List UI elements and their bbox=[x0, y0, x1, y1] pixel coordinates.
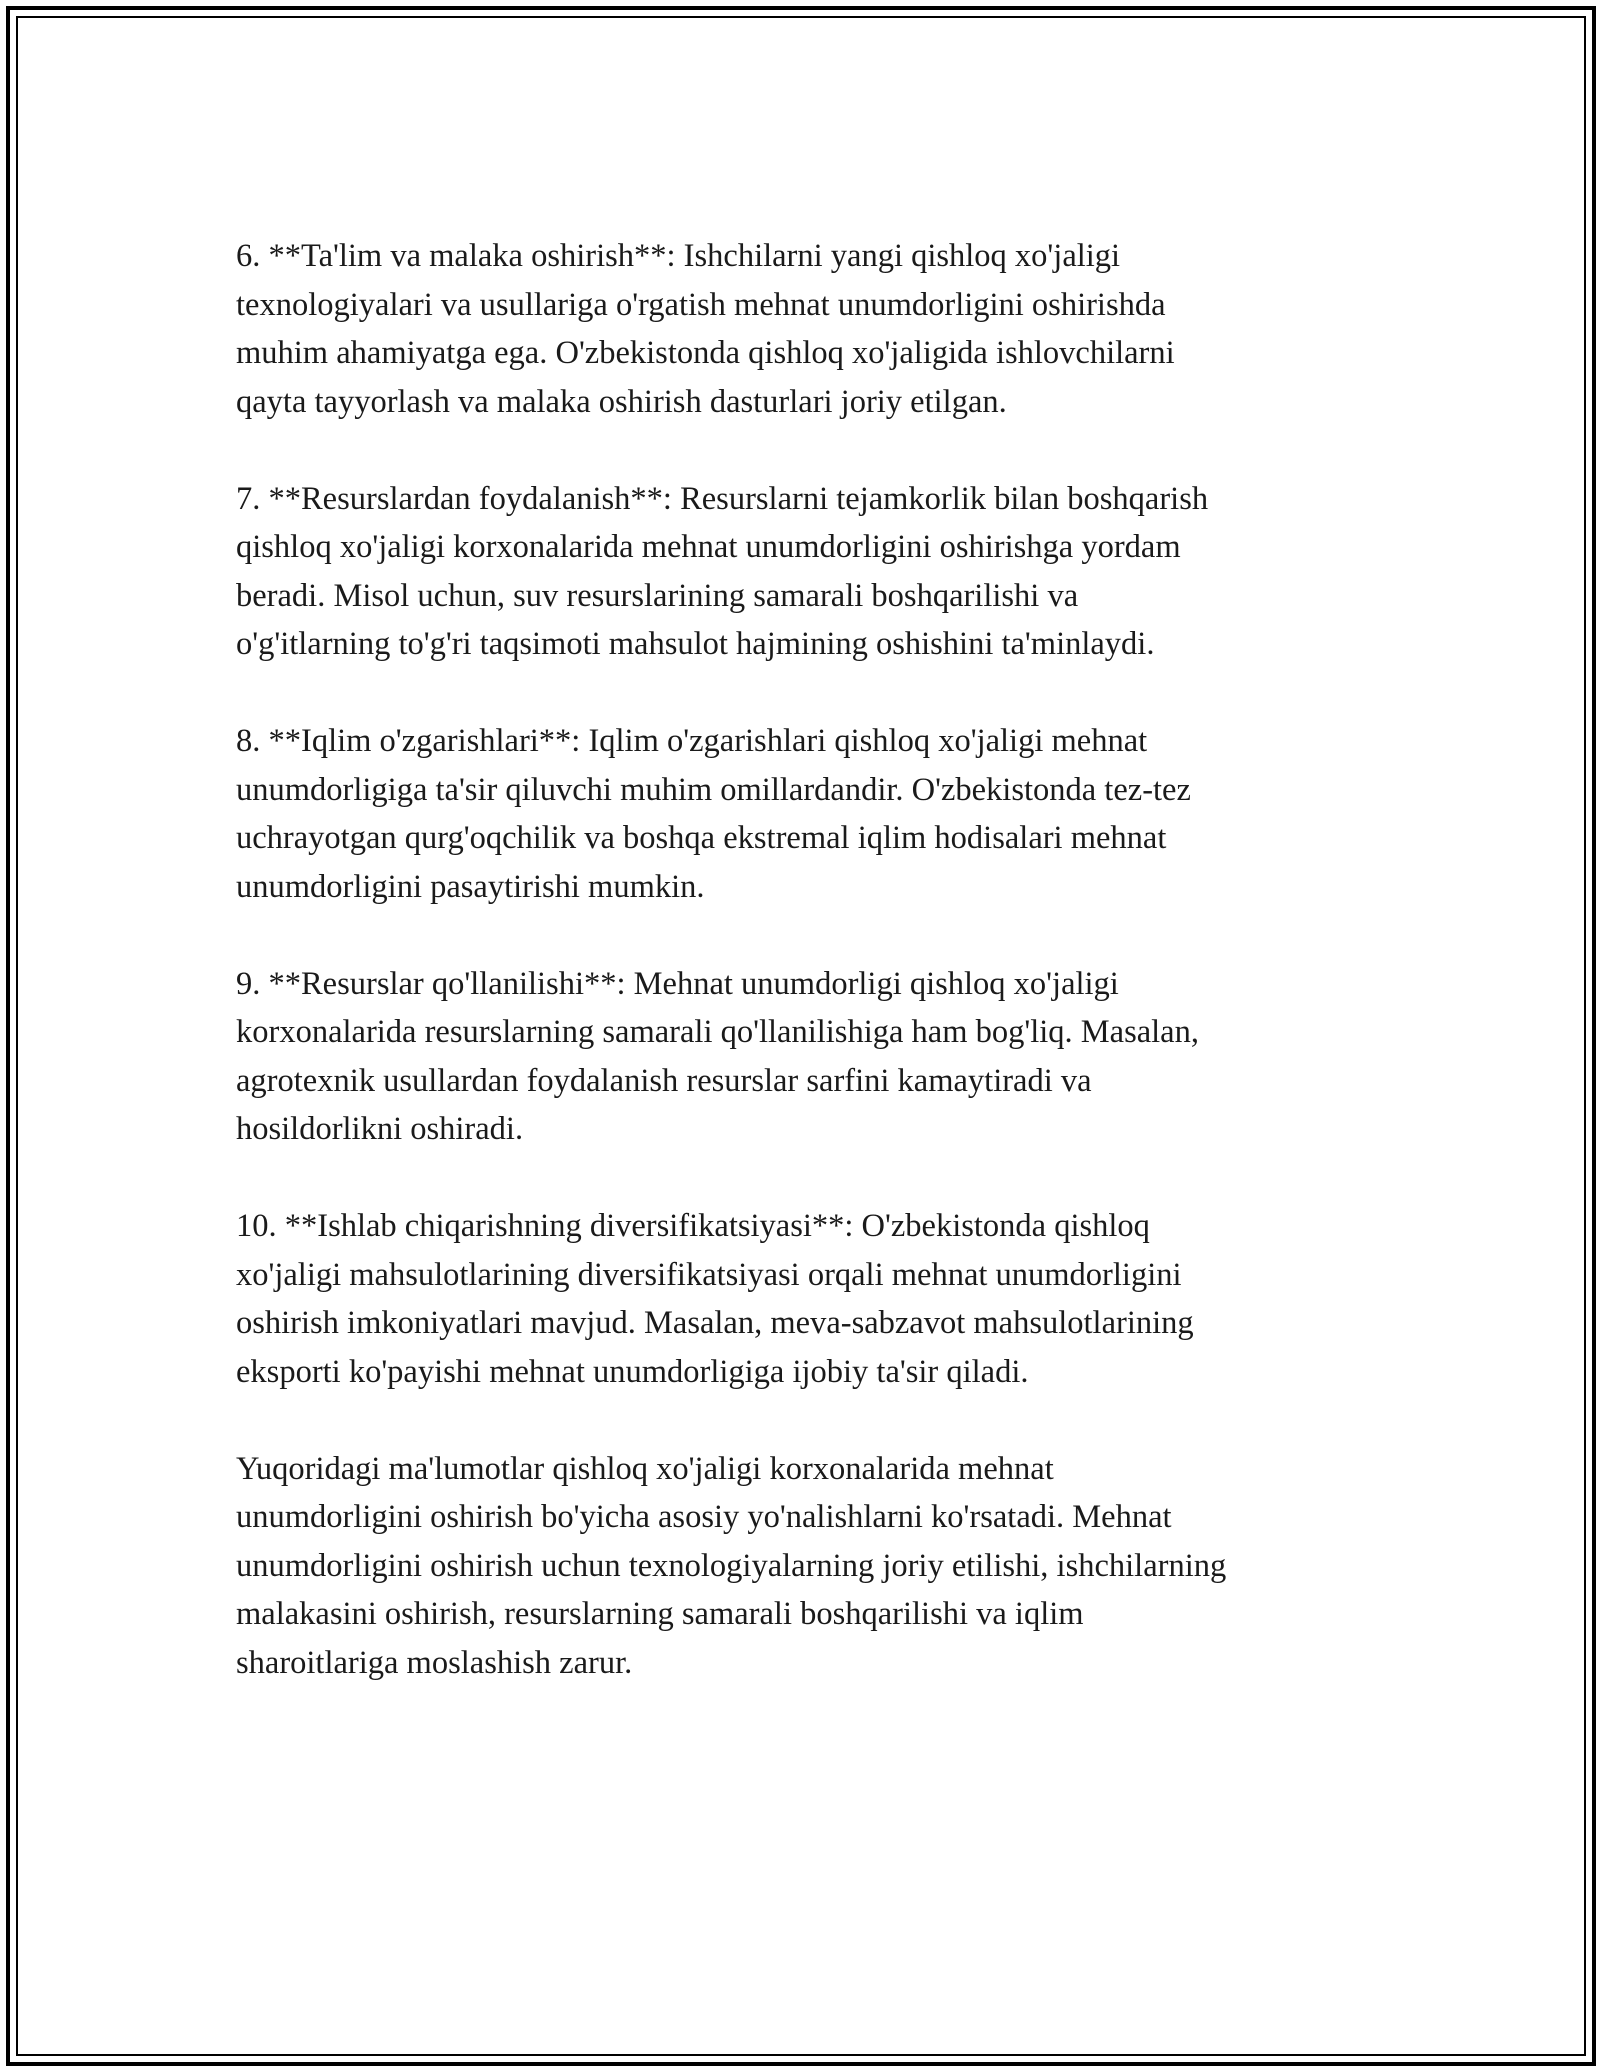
paragraph-item-6: 6. **Ta'lim va malaka oshirish**: Ishchilarni yangi qishloq xo'jaligi texnologiyalari va usullariga o'rgatish mehnat unumdorligini oshirishda muhim ahamiyatga ega. O'zbekistonda qishloq xo'jaligida ishlovchilarni qayta tayyorlash va malaka oshirish dasturlari joriy etilgan. bbox=[236, 238, 1175, 420]
paragraph-item-8: 8. **Iqlim o'zgarishlari**: Iqlim o'zgarishlari qishloq xo'jaligi mehnat unumdorligiga ta'sir qiluvchi muhim omillardandir. O'zbekistonda tez-tez uchrayotgan qurg'oqchilik va boshqa ekstremal iqlim hodisalari mehnat unumdorligini pasaytirishi mumkin. bbox=[236, 723, 1191, 905]
paragraph-item-7: 7. **Resurslardan foydalanish**: Resurslarni tejamkorlik bilan boshqarish qishloq xo'jaligi korxonalarida mehnat unumdorligini oshirishga yordam beradi. Misol uchun, suv resurslarining samarali boshqarilishi va o'g'itlarning to'g'ri taqsimoti mahsulot hajmining oshishini ta'minlaydi. bbox=[236, 480, 1209, 662]
document-body bbox=[236, 232, 1366, 1687]
paragraph-conclusion: Yuqoridagi ma'lumotlar qishloq xo'jaligi korxonalarida mehnat unumdorligini oshirish bo'yicha asosiy yo'nalishlarni ko'rsatadi. Mehnat unumdorligini oshirish uchun texnologiyalarning joriy etilishi, ishchilarning malakasini oshirish, resurslarning samarali boshqarilishi va iqlim sharoitlariga moslashish zarur. bbox=[236, 1450, 1227, 1681]
paragraph-item-9: 9. **Resurslar qo'llanilishi**: Mehnat unumdorligi qishloq xo'jaligi korxonalarida resurslarning samarali qo'llanilishiga ham bog'liq. Masalan, agrotexnik usullardan foydalanish resurslar sarfini kamaytiradi va hosildorlikni oshiradi. bbox=[236, 965, 1199, 1147]
paragraph-item-10: 10. **Ishlab chiqarishning diversifikatsiyasi**: O'zbekistonda qishloq xo'jaligi mahsulotlarining diversifikatsiyasi orqali mehnat unumdorligini oshirish imkoniyatlari mavjud. Masalan, meva-sabzavot mahsulotlarining eksporti ko'payishi mehnat unumdorligiga ijobiy ta'sir qiladi. bbox=[236, 1208, 1194, 1390]
